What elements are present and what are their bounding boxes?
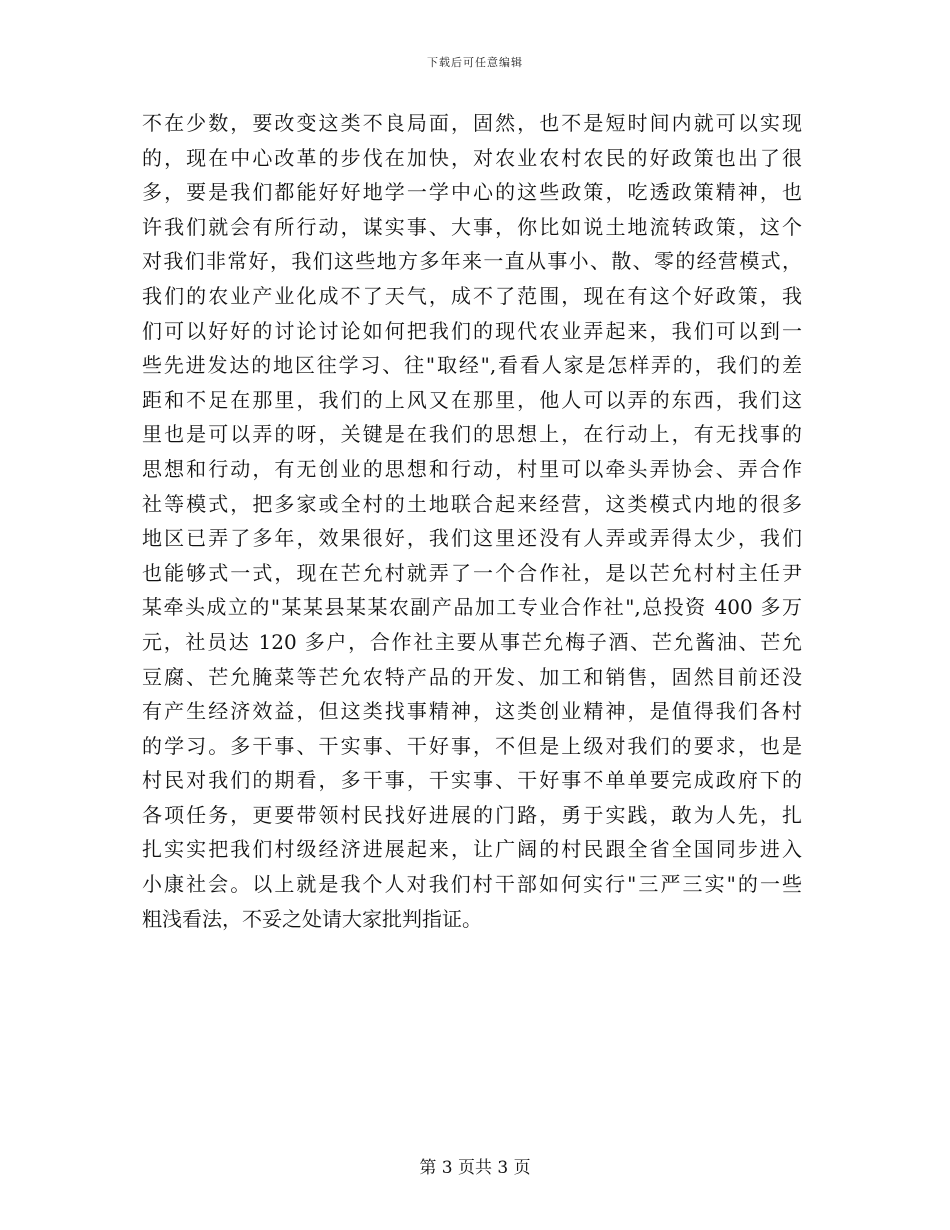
text-line: 社等模式，把多家或全村的土地联合起来经营，这类模式内地的很多: [142, 491, 802, 516]
text-line: 扎实实把我们村级经济进展起来，让广阔的村民跟全省全国同步进入: [142, 837, 802, 862]
text-line: 思想和行动，有无创业的思想和行动，村里可以牵头弄协会、弄合作: [142, 456, 802, 481]
page-number: 第 3 页共 3 页: [419, 1158, 531, 1178]
text-line: 豆腐、芒允腌菜等芒允农特产品的开发、加工和销售，固然目前还没: [142, 664, 802, 689]
page-header: 下载后可任意编辑: [427, 56, 523, 69]
text-line: 多，要是我们都能好好地学一学中心的这些政策，吃透政策精神，也: [142, 180, 802, 205]
text-line: 有产生经济效益，但这类找事精神，这类创业精神，是值得我们各村: [142, 699, 802, 724]
text-line: 对我们非常好，我们这些地方多年来一直从事小、散、零的经营模式，: [142, 249, 802, 274]
text-line: 某牵头成立的"某某县某某农副产品加工专业合作社",总投资 400 多万: [142, 595, 802, 620]
text-line: 元，社员达 120 多户，合作社主要从事芒允梅子酒、芒允酱油、芒允: [142, 629, 802, 654]
text-line: 里也是可以弄的呀，关键是在我们的思想上，在行动上，有无找事的: [142, 422, 802, 447]
text-line: 许我们就会有所行动，谋实事、大事，你比如说土地流转政策，这个: [142, 214, 802, 239]
text-line: 我们的农业产业化成不了天气，成不了范围，现在有这个好政策，我: [142, 283, 802, 308]
text-line: 不在少数，要改变这类不良局面，固然，也不是短时间内就可以实现: [142, 111, 802, 135]
text-line: 村民对我们的期看，多干事，干实事、干好事不单单要完成政府下的: [142, 768, 802, 793]
text-line: 的学习。多干事、干实事、干好事，不但是上级对我们的要求，也是: [142, 733, 802, 758]
text-line-last: 粗浅看法，不妥之处请大家批判指证。: [142, 906, 482, 931]
text-line: 们可以好好的讨论讨论如何把我们的现代农业弄起来，我们可以到一: [142, 318, 802, 343]
text-line: 小康社会。以上就是我个人对我们村干部如何实行"三严三实"的一些: [142, 872, 802, 897]
text-line: 地区已弄了多年，效果很好，我们这里还没有人弄或弄得太少，我们: [142, 526, 802, 551]
text-line: 各项任务，更要带领村民找好进展的门路，勇于实践，敢为人先，扎: [142, 802, 802, 827]
text-line: 些先进发达的地区往学习、往"取经",看看人家是怎样弄的，我们的差: [142, 353, 802, 378]
text-line: 距和不足在那里，我们的上风又在那里，他人可以弄的东西，我们这: [142, 387, 802, 412]
body-text: [142, 106, 802, 936]
text-line: 的，现在中心改革的步伐在加快，对农业农村农民的好政策也出了很: [142, 145, 802, 170]
text-line: 也能够式一式，现在芒允村就弄了一个合作社，是以芒允村村主任尹: [142, 560, 802, 585]
